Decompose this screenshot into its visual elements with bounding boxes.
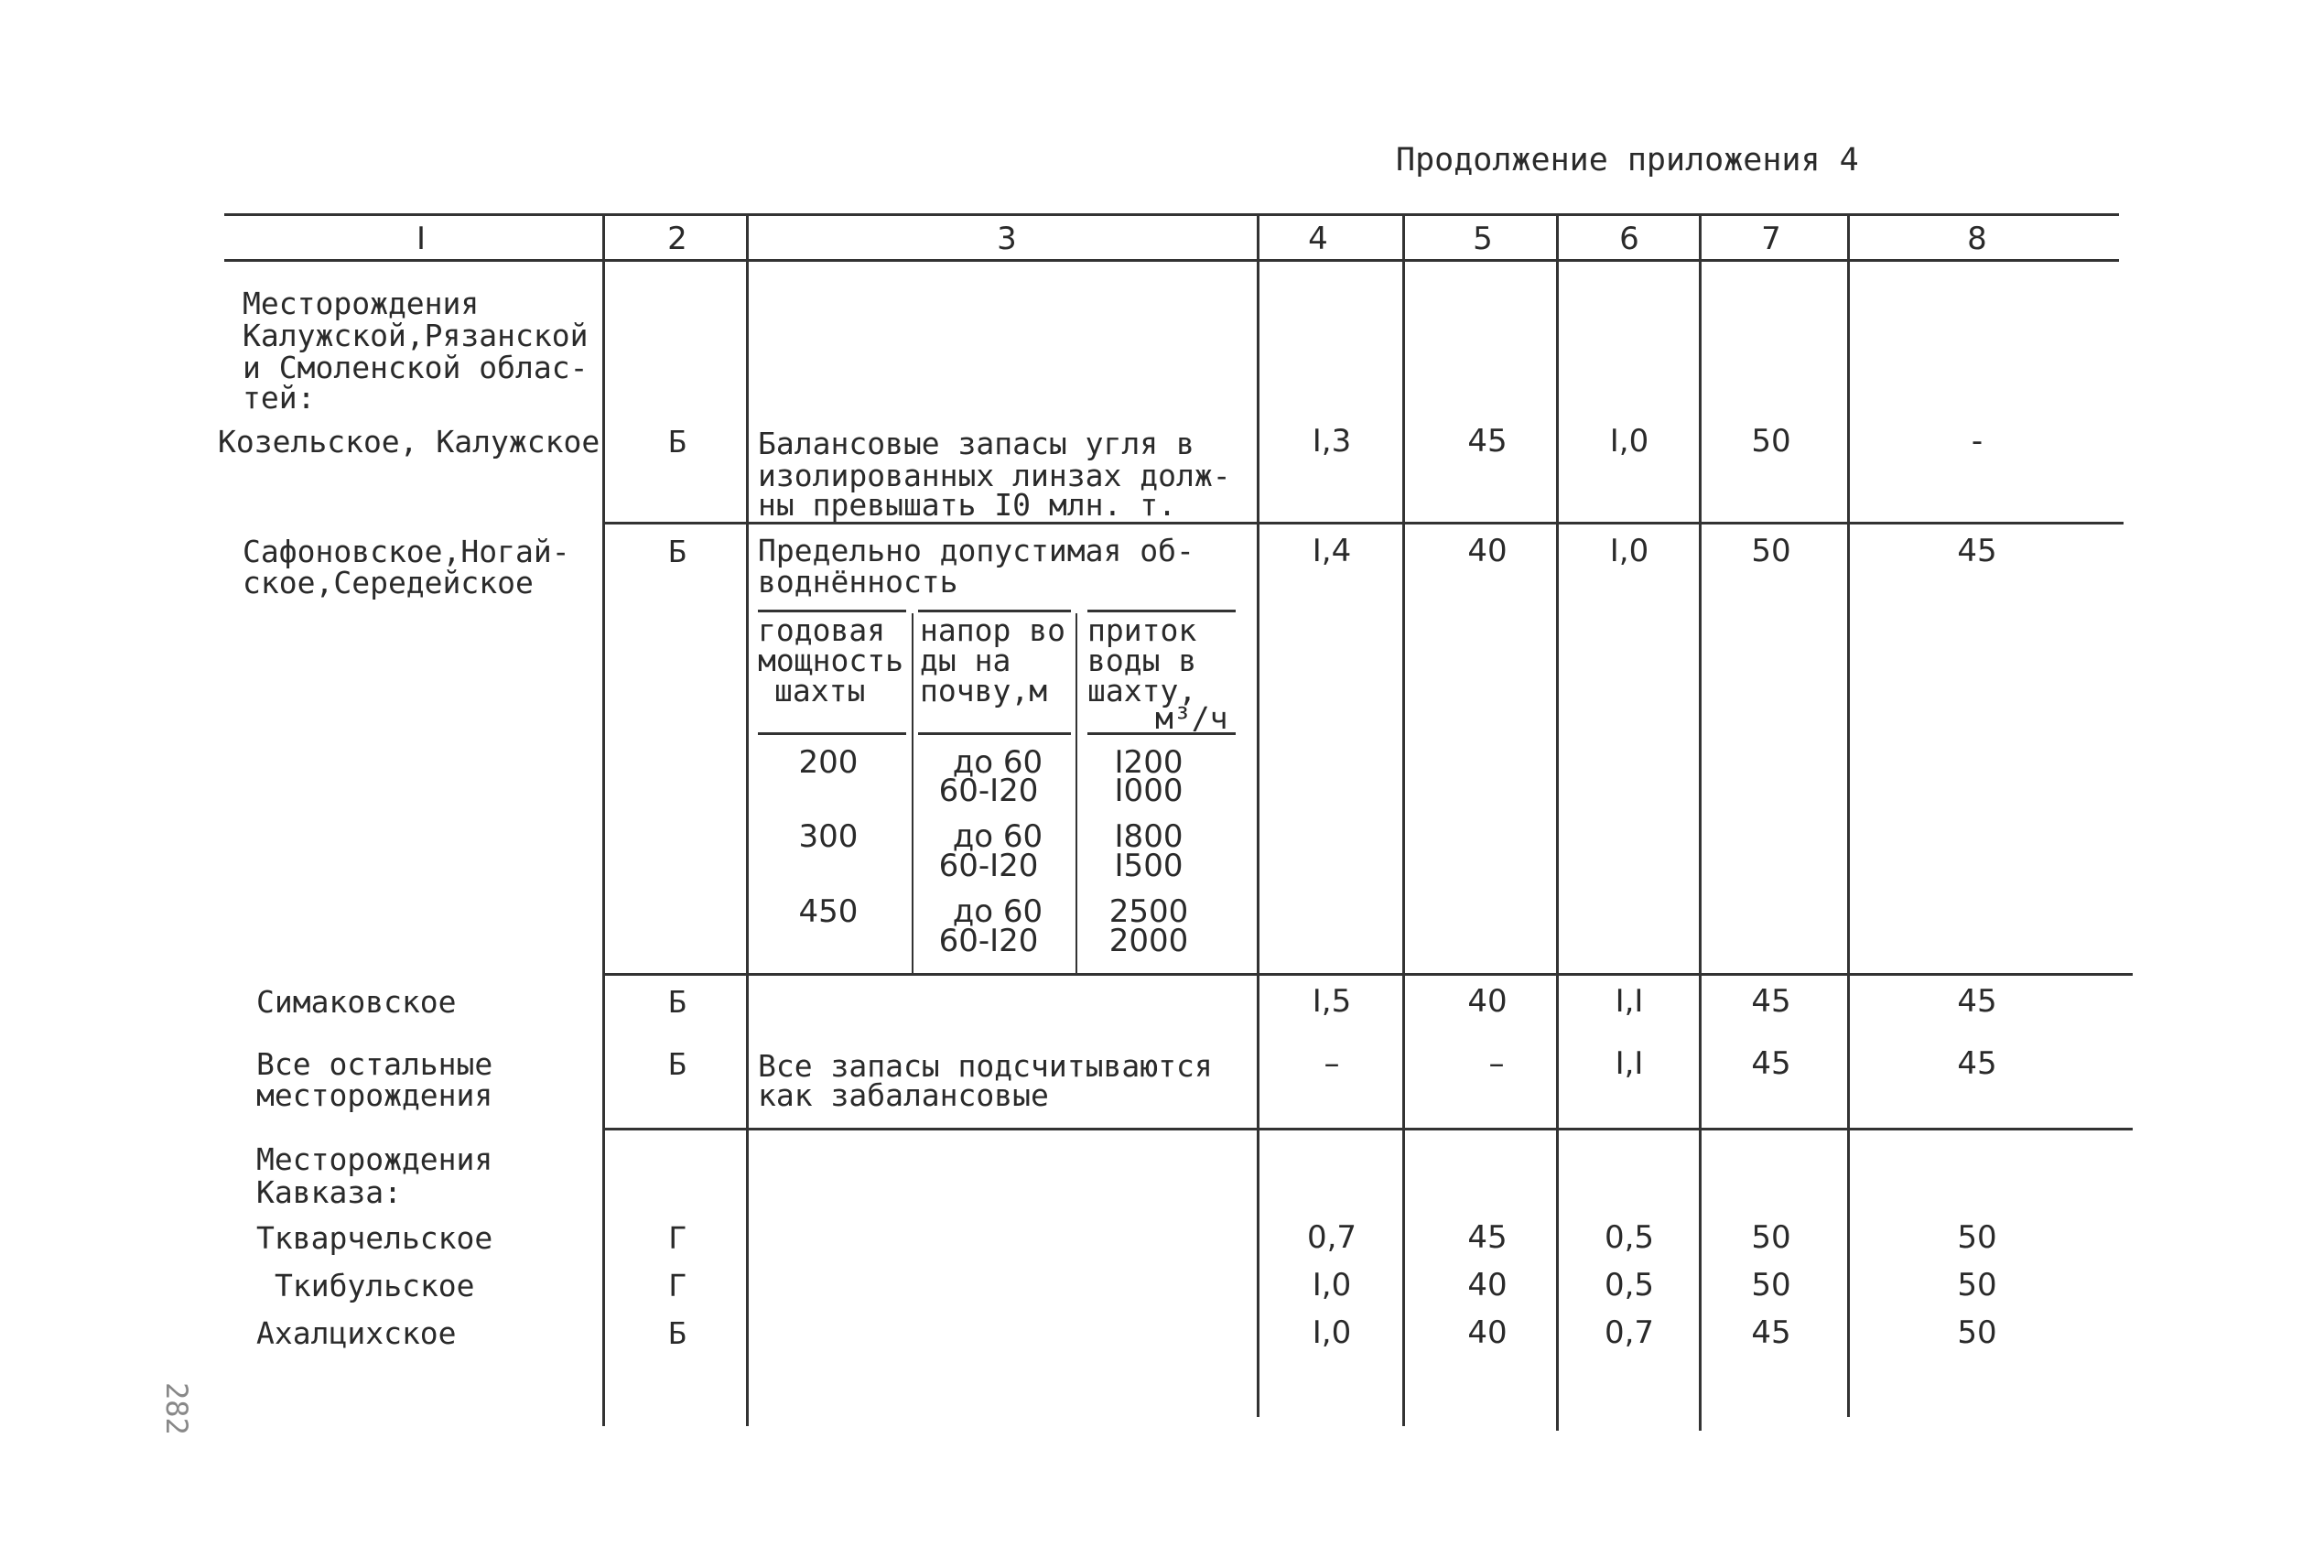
- col-header-8: 8: [1967, 221, 1987, 257]
- col-header-3: 3: [997, 221, 1017, 257]
- value-col7: 45: [1751, 1314, 1791, 1351]
- note-line: Предельно допустимая об-: [758, 533, 1194, 568]
- value-col6: I,0: [1609, 423, 1649, 460]
- deposit-category: Г: [668, 1268, 686, 1303]
- subtable-head: до 60: [952, 744, 1043, 781]
- row-rule-others: [604, 1128, 2133, 1130]
- subtable-head: 60-I20: [938, 923, 1039, 959]
- subtable-head: 60-I20: [938, 773, 1039, 809]
- subtable-header-head: почву,м: [920, 673, 1048, 708]
- col-divider-4: [1402, 213, 1405, 1426]
- subtable-header-power: годовая: [758, 612, 886, 648]
- subtable-divider: [1076, 613, 1077, 973]
- value-col7: 50: [1751, 423, 1791, 460]
- deposit-name: месторождения: [256, 1077, 493, 1113]
- value-col4: I,4: [1312, 533, 1352, 569]
- value-col7: 50: [1751, 533, 1791, 569]
- col-divider-6: [1699, 213, 1702, 1431]
- row-rule-safonovskoe: [604, 973, 2133, 976]
- deposit-name: Все остальные: [256, 1046, 493, 1082]
- value-col8: 45: [1957, 533, 1997, 569]
- deposit-category: Б: [668, 1315, 686, 1351]
- subtable-header-rule: [918, 732, 1071, 735]
- col-header-6: 6: [1619, 221, 1639, 257]
- note-line: ны превышать I0 млн. т.: [758, 487, 1176, 523]
- value-col8: 50: [1957, 1314, 1997, 1351]
- deposit-name: ское,Середейское: [243, 565, 534, 600]
- deposit-category: Б: [668, 984, 686, 1020]
- subtable-header-inflow: приток: [1087, 612, 1197, 648]
- deposit-category: Б: [668, 1046, 686, 1082]
- value-col4: 0,7: [1306, 1219, 1357, 1256]
- value-col6: I,I: [1615, 983, 1644, 1020]
- col-divider-2: [746, 213, 749, 1426]
- subtable-header-power: шахты: [774, 673, 866, 708]
- value-col6: 0,7: [1604, 1314, 1655, 1351]
- deposit-name: Симаковское: [256, 984, 457, 1020]
- deposit-name: Ткибульское: [275, 1268, 475, 1303]
- group-heading-kaluga-3: и Смоленской облас-: [243, 350, 589, 385]
- value-col5: 40: [1467, 1314, 1508, 1351]
- value-col5: 40: [1467, 1267, 1508, 1303]
- col-divider-5: [1556, 213, 1559, 1431]
- col-header-1: I: [416, 221, 427, 257]
- value-col6: 0,5: [1604, 1219, 1655, 1256]
- deposit-category: Б: [668, 424, 686, 460]
- group-heading-kaluga-2: Калужской,Рязанской: [243, 318, 589, 353]
- subtable-inflow: I000: [1114, 773, 1184, 809]
- deposit-name: Сафоновское,Ногай-: [243, 534, 570, 569]
- value-col6: 0,5: [1604, 1267, 1655, 1303]
- subtable-inflow: I800: [1114, 818, 1184, 855]
- value-col4: I,5: [1312, 983, 1352, 1020]
- deposit-name: Ткварчельское: [256, 1220, 493, 1256]
- deposit-name: Козельское, Калужское: [218, 424, 600, 460]
- subtable-header-head: ды на: [920, 643, 1011, 678]
- subtable-header-inflow-unit: м³/ч: [1155, 700, 1228, 736]
- deposit-name: Ахалцихское: [256, 1315, 457, 1351]
- subtable-inflow: I500: [1114, 848, 1184, 884]
- subtable-head: 60-I20: [938, 848, 1039, 884]
- note-line: как забалансовые: [758, 1077, 1049, 1113]
- col-header-2: 2: [667, 221, 687, 257]
- header-bottom-rule: [224, 259, 2119, 262]
- value-col4: I,0: [1312, 1267, 1352, 1303]
- subtable-inflow: I200: [1114, 744, 1184, 781]
- col-divider-7: [1847, 213, 1850, 1417]
- subtable-power: 450: [798, 893, 859, 930]
- col-header-7: 7: [1761, 221, 1781, 257]
- note-line: воднённость: [758, 564, 958, 600]
- subtable-header-power: мощность: [758, 643, 903, 678]
- value-col5: 45: [1467, 423, 1508, 460]
- value-col8: 50: [1957, 1267, 1997, 1303]
- group-heading-kaluga-1: Месторождения: [243, 286, 480, 321]
- value-col8: -: [1971, 423, 1984, 460]
- col-header-5: 5: [1473, 221, 1493, 257]
- page-number: 282: [159, 1382, 194, 1435]
- subtable-head: до 60: [952, 818, 1043, 855]
- note-line: изолированных линзах долж-: [758, 458, 1231, 493]
- table-top-rule: [224, 213, 2119, 216]
- group-heading-kaluga-4: тей:: [243, 380, 316, 416]
- value-col7: 45: [1751, 1045, 1791, 1082]
- subtable-power: 200: [798, 744, 859, 781]
- subtable-header-head: напор во: [920, 612, 1065, 648]
- value-col8: 45: [1957, 983, 1997, 1020]
- note-line: Все запасы подсчитываются: [758, 1048, 1213, 1084]
- subtable-header-inflow: шахту,: [1087, 673, 1197, 708]
- subtable-head: до 60: [952, 893, 1043, 930]
- subtable-power: 300: [798, 818, 859, 855]
- value-col4: I,3: [1312, 423, 1352, 460]
- col-header-4: 4: [1308, 221, 1328, 257]
- subtable-header-rule: [758, 732, 906, 735]
- subtable-inflow: 2000: [1108, 923, 1189, 959]
- value-col7: 50: [1751, 1219, 1791, 1256]
- value-col7: 45: [1751, 983, 1791, 1020]
- group-heading-caucasus-1: Месторождения: [256, 1141, 493, 1177]
- value-col6: I,0: [1609, 533, 1649, 569]
- subtable-inflow: 2500: [1108, 893, 1189, 930]
- deposit-category: Г: [668, 1220, 686, 1256]
- appendix-caption: Продолжение приложения 4: [1396, 142, 1859, 178]
- value-col4: I,0: [1312, 1314, 1352, 1351]
- value-col7: 50: [1751, 1267, 1791, 1303]
- col-divider-1: [602, 213, 605, 1426]
- value-col5: 40: [1467, 533, 1508, 569]
- group-heading-caucasus-2: Кавказа:: [256, 1174, 402, 1210]
- value-col8: 50: [1957, 1219, 1997, 1256]
- note-line: Балансовые запасы угля в: [758, 426, 1194, 461]
- subtable-header-inflow: воды в: [1087, 643, 1197, 678]
- value-col5: 45: [1467, 1219, 1508, 1256]
- col-divider-3: [1257, 213, 1259, 1417]
- value-col5: –: [1488, 1045, 1505, 1082]
- value-col8: 45: [1957, 1045, 1997, 1082]
- value-col6: I,I: [1615, 1045, 1644, 1082]
- value-col4: –: [1324, 1045, 1340, 1082]
- value-col5: 40: [1467, 983, 1508, 1020]
- deposit-category: Б: [668, 534, 686, 569]
- subtable-divider: [912, 613, 913, 973]
